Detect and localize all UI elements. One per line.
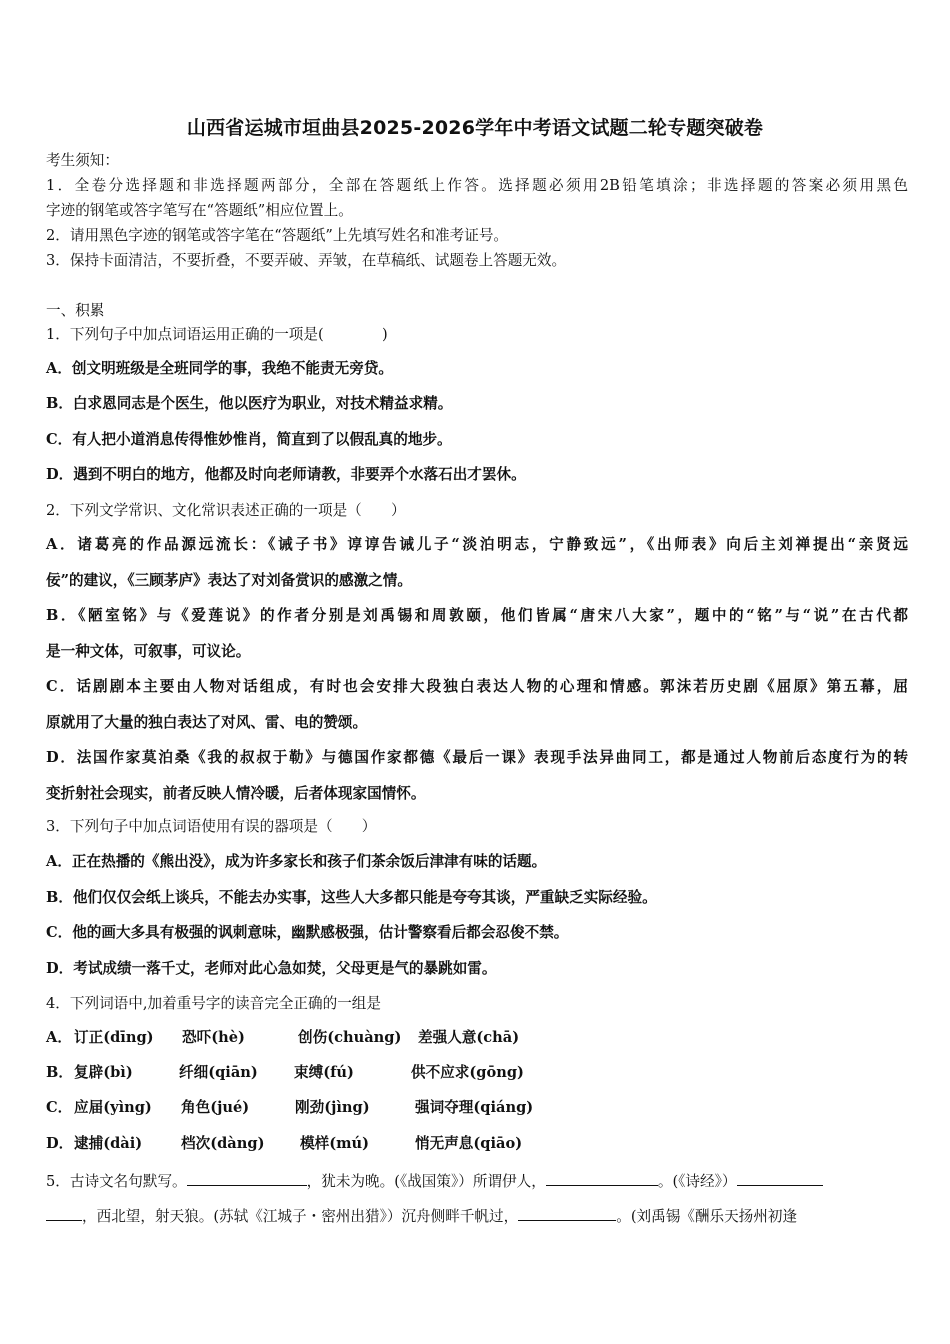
q2-option-b: B．《陋室铭》与《爱莲说》的作者分别是刘禹锡和周敦颐，他们皆属“唐宋八大家”，题中的“铭”与“说”在古代都	[46, 607, 908, 624]
q3-option-c: C．他的画大多具有极强的讽刺意味，幽默感极强，估计警察看后都会忍俊不禁。	[46, 924, 569, 941]
q5-text: ，犹未为晚。(《战国策》）所谓伊人，	[306, 1173, 546, 1190]
q3-option-b: B．他们仅仅会纸上谈兵，不能去办实事，这些人大多都只能是夸夸其谈，严重缺乏实际经验。	[46, 889, 657, 906]
q1-option-b: B．白求恩同志是个医生，他以医疗为职业，对技术精益求精。	[46, 395, 453, 412]
q4-cell: 逮捕(dài)	[74, 1135, 143, 1152]
notice-item-1: 1．全卷分选择题和非选择题两部分，全部在答题纸上作答。选择题必须用2B铅笔填涂；非选择题的答案必须用黑色	[46, 177, 908, 194]
q4-cell: 创伤(chuàng)	[298, 1029, 402, 1046]
q4-cell: 订正(dīng)	[74, 1029, 154, 1046]
q4-cell: 差强人意(chā)	[418, 1029, 520, 1046]
q5-blank-1[interactable]	[187, 1171, 307, 1186]
notice-item-1-cont: 字迹的钢笔或答字笔写在“答题纸”相应位置上。	[46, 202, 353, 219]
q4-cell: 供不应求(gōng)	[411, 1064, 524, 1081]
q2-option-d: D．法国作家莫泊桑《我的叔叔于勒》与德国作家都德《最后一课》表现手法异曲同工，都是通过人物前后态度行为的转	[46, 749, 908, 766]
q5-blank-3[interactable]	[737, 1171, 823, 1186]
section-heading: 一、积累	[46, 302, 105, 319]
q4-cell: 刚劲(jìng)	[295, 1099, 370, 1116]
q1-option-a: A．创文明班级是全班同学的事，我绝不能责无旁贷。	[46, 360, 393, 377]
q4-cell: 纤细(qiān)	[179, 1064, 258, 1081]
q3-option-a: A．正在热播的《熊出没》，成为许多家长和孩子们茶余饭后津津有味的话题。	[46, 853, 547, 870]
q4-cell: 悄无声息(qiāo)	[415, 1135, 523, 1152]
q3-option-d: D．考试成绩一落千丈，老师对此心急如焚，父母更是气的暴跳如雷。	[46, 960, 497, 977]
q5-text: ，西北望，射天狼。(苏轼《江城子・密州出猎》）沉舟侧畔千帆过，	[82, 1208, 519, 1225]
q4-row-letter: C．	[46, 1099, 73, 1116]
q4-cell: 复辟(bì)	[74, 1064, 133, 1081]
q5-blank-3-cont[interactable]	[46, 1206, 82, 1221]
q5-line-2	[46, 1206, 908, 1227]
q4-row-d	[46, 1134, 908, 1154]
q5-text: 。(《诗经》）	[657, 1173, 737, 1190]
q4-cell: 恐吓(hè)	[182, 1029, 245, 1046]
q5-prompt: 5．古诗文名句默写。	[46, 1173, 187, 1190]
q1-option-c: C．有人把小道消息传得惟妙惟肖，简直到了以假乱真的地步。	[46, 431, 452, 448]
q5-blank-4[interactable]	[518, 1206, 616, 1221]
q4-cell: 束缚(fú)	[294, 1064, 354, 1081]
q4-row-a	[46, 1028, 908, 1048]
q1-option-d: D．遇到不明白的地方，他都及时向老师请教，非要弄个水落石出才罢休。	[46, 466, 526, 483]
q4-row-c	[46, 1098, 908, 1118]
q4-cell: 角色(jué)	[181, 1099, 250, 1116]
q2-option-b-cont: 是一种文体，可叙事，可议论。	[46, 643, 251, 660]
notice-heading: 考生须知：	[46, 152, 119, 169]
q4-cell: 应届(yìng)	[74, 1099, 152, 1116]
q5-text: 。(刘禹锡《酬乐天扬州初逢	[616, 1208, 798, 1225]
q5-blank-2[interactable]	[546, 1171, 658, 1186]
q4-cell: 强词夺理(qiáng)	[415, 1099, 534, 1116]
notice-item-2: 2．请用黑色字迹的钢笔或答字笔在“答题纸”上先填写姓名和准考证号。	[46, 227, 509, 244]
q2-option-c-cont: 原就用了大量的独白表达了对风、雷、电的赞颂。	[46, 714, 368, 731]
q2-option-d-cont: 变折射社会现实，前者反映人情冷暖，后者体现家国情怀。	[46, 785, 426, 802]
q5-line-1	[46, 1171, 908, 1192]
notice-item-3: 3．保持卡面清洁，不要折叠，不要弄破、弄皱，在草稿纸、试题卷上答题无效。	[46, 252, 567, 269]
q4-cell: 模样(mú)	[300, 1135, 370, 1152]
q4-row-letter: A．	[46, 1029, 72, 1046]
q4-cell: 档次(dàng)	[181, 1135, 265, 1152]
q4-row-letter: B．	[46, 1064, 73, 1081]
q3-stem: 3．下列句子中加点词语使用有误的器项是（ ）	[46, 818, 377, 835]
q4-row-b	[46, 1063, 908, 1083]
q2-stem: 2．下列文学常识、文化常识表述正确的一项是（ ）	[46, 502, 406, 519]
page-title: 山西省运城市垣曲县2025-2026学年中考语文试题二轮专题突破卷	[186, 117, 764, 139]
q2-option-a: A．诸葛亮的作品源远流长：《诫子书》谆谆告诫儿子“淡泊明志，宁静致远”，《出师表》向后主刘禅提出“亲贤远	[46, 536, 908, 553]
q4-row-letter: D．	[46, 1135, 74, 1152]
q2-option-a-cont: 佞”的建议，《三顾茅庐》表达了对刘备赏识的感激之情。	[46, 572, 412, 589]
q2-option-c: C．话剧剧本主要由人物对话组成，有时也会安排大段独白表达人物的心理和情感。郭沫若历史剧《屈原》第五幕，屈	[46, 678, 908, 695]
q1-stem: 1．下列句子中加点词语运用正确的一项是( )	[46, 326, 388, 343]
q4-stem: 4．下列词语中,加着重号字的读音完全正确的一组是	[46, 995, 381, 1012]
